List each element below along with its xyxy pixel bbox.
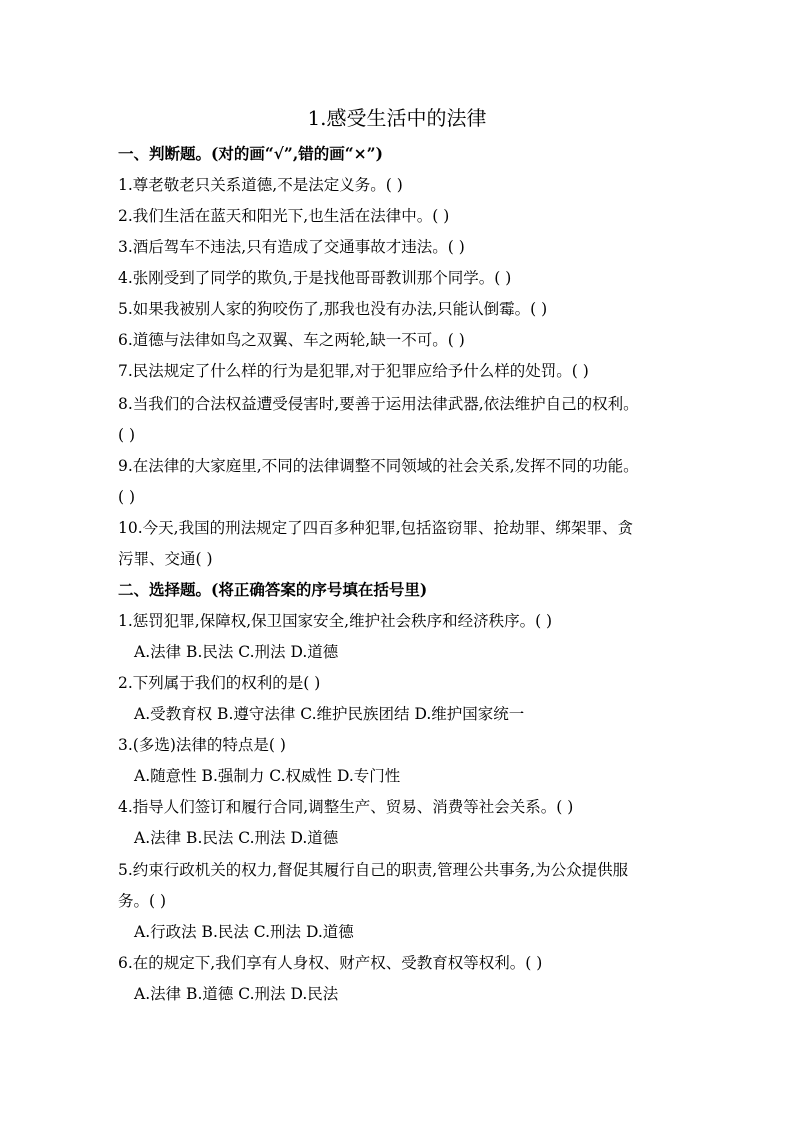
mc-question-2-options: A.受教育权 B.遵守法律 C.维护民族团结 D.维护国家统一 — [134, 705, 525, 723]
tf-question-9-answer: ( ) — [118, 488, 136, 506]
tf-question-10-cont: 污罪、交通( ) — [118, 550, 213, 568]
tf-question-7: 7.民法规定了什么样的行为是犯罪,对于犯罪应给予什么样的处罚。( ) — [118, 362, 589, 380]
mc-question-4-options: A.法律 B.民法 C.刑法 D.道德 — [134, 829, 339, 847]
page-title: 1.感受生活中的法律 — [307, 106, 487, 130]
tf-question-5: 5.如果我被别人家的狗咬伤了,那我也没有办法,只能认倒霉。( ) — [118, 300, 548, 318]
mc-question-5-options: A.行政法 B.民法 C.刑法 D.道德 — [134, 923, 354, 941]
mc-question-3: 3.(多选)法律的特点是( ) — [118, 736, 286, 754]
mc-question-6: 6.在的规定下,我们享有人身权、财产权、受教育权等权利。( ) — [118, 954, 543, 972]
mc-question-4: 4.指导人们签订和履行合同,调整生产、贸易、消费等社会关系。( ) — [118, 798, 574, 816]
mc-question-3-options: A.随意性 B.强制力 C.权威性 D.专门性 — [134, 767, 401, 785]
section-heading-multiple-choice: 二、选择题。(将正确答案的序号填在括号里) — [118, 580, 428, 599]
tf-question-10: 10.今天,我国的刑法规定了四百多种犯罪,包括盗窃罪、抢劫罪、绑架罪、贪 — [118, 519, 634, 537]
mc-question-2: 2.下列属于我们的权利的是( ) — [118, 674, 321, 692]
tf-question-3: 3.酒后驾车不违法,只有造成了交通事故才违法。( ) — [118, 238, 465, 256]
mc-question-6-options: A.法律 B.道德 C.刑法 D.民法 — [134, 985, 339, 1003]
tf-question-8: 8.当我们的合法权益遭受侵害时,要善于运用法律武器,依法维护自己的权利。 — [118, 395, 639, 413]
mc-question-5: 5.约束行政机关的权力,督促其履行自己的职责,管理公共事务,为公众提供服 — [118, 861, 629, 879]
mc-question-5-cont: 务。( ) — [118, 892, 167, 910]
mc-question-1: 1.惩罚犯罪,保障权,保卫国家安全,维护社会秩序和经济秩序。( ) — [118, 612, 553, 630]
section-heading-true-false: 一、判断题。(对的画“√”,错的画“×”) — [118, 144, 383, 163]
tf-question-1: 1.尊老敬老只关系道德,不是法定义务。( ) — [118, 176, 403, 194]
tf-question-8-answer: ( ) — [118, 426, 136, 444]
mc-question-1-options: A.法律 B.民法 C.刑法 D.道德 — [134, 643, 339, 661]
tf-question-4: 4.张刚受到了同学的欺负,于是找他哥哥教训那个同学。( ) — [118, 269, 512, 287]
tf-question-2: 2.我们生活在蓝天和阳光下,也生活在法律中。( ) — [118, 207, 450, 225]
tf-question-6: 6.道德与法律如鸟之双翼、车之两轮,缺一不可。( ) — [118, 331, 465, 349]
tf-question-9: 9.在法律的大家庭里,不同的法律调整不同领域的社会关系,发挥不同的功能。 — [118, 457, 639, 475]
